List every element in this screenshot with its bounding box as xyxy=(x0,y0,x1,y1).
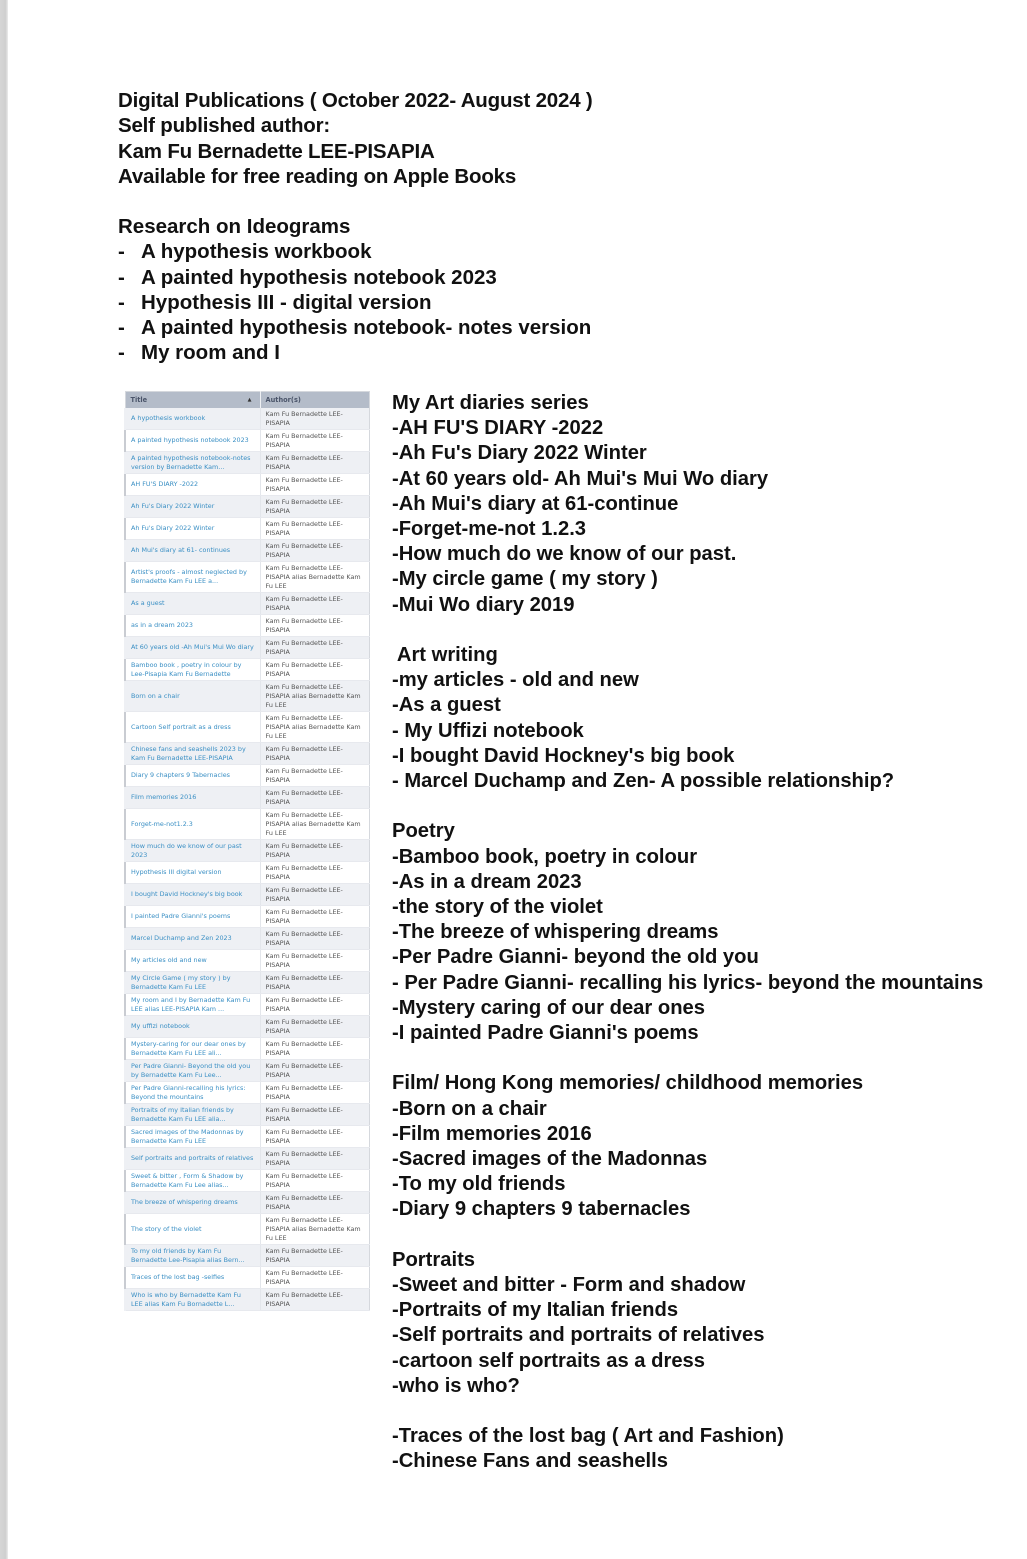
category-section xyxy=(392,391,983,618)
book-title-link[interactable]: Cartoon Self portrait as a dress xyxy=(125,712,260,743)
category-item: -Sacred images of the Madonnas xyxy=(392,1148,708,1171)
category-item: -who is who? xyxy=(392,1374,520,1397)
book-author: Kam Fu Bernadette LEE-PISAPIA xyxy=(260,743,370,765)
book-title-link[interactable]: I painted Padre Gianni's poems xyxy=(125,906,260,928)
table-row xyxy=(125,862,370,884)
table-row xyxy=(125,765,370,787)
category-item: -How much do we know of our past. xyxy=(392,543,737,566)
table-row xyxy=(125,1126,370,1148)
book-title-link[interactable]: Artist's proofs - almost neglected by Bernadette Kam Fu LEE a... xyxy=(125,562,260,593)
book-title-link[interactable]: Traces of the lost bag -selfies xyxy=(125,1267,260,1289)
table-row xyxy=(125,430,370,452)
table-row xyxy=(125,950,370,972)
book-title-link[interactable]: Mystery-caring for our dear ones by Bernadette Kam Fu LEE ali... xyxy=(125,1038,260,1060)
bullet-dash: - xyxy=(118,240,125,264)
book-title-link[interactable]: A painted hypothesis notebook-notes version by Bernadette Kam... xyxy=(125,452,260,474)
book-author: Kam Fu Bernadette LEE-PISAPIA alias Bernadette Kam Fu LEE xyxy=(260,681,370,712)
table-row xyxy=(125,712,370,743)
table-row xyxy=(125,1289,370,1311)
table-row xyxy=(125,743,370,765)
category-item: -The breeze of whispering dreams xyxy=(392,921,719,944)
sort-ascending-icon[interactable]: ▲ xyxy=(247,397,252,403)
book-title-link[interactable]: Who is who by Bernadette Kam Fu LEE alias Kam Fu Bornadette L... xyxy=(125,1289,260,1311)
book-author: Kam Fu Bernadette LEE-PISAPIA alias Bernadette Kam Fu LEE xyxy=(260,809,370,840)
book-author: Kam Fu Bernadette LEE-PISAPIA xyxy=(260,1289,370,1311)
research-item xyxy=(118,340,591,365)
book-author: Kam Fu Bernadette LEE-PISAPIA xyxy=(260,1126,370,1148)
book-title-link[interactable]: Marcel Duchamp and Zen 2023 xyxy=(125,928,260,950)
book-author: Kam Fu Bernadette LEE-PISAPIA xyxy=(260,972,370,994)
book-author: Kam Fu Bernadette LEE-PISAPIA xyxy=(260,540,370,562)
category-heading: Film/ Hong Kong memories/ childhood memories xyxy=(392,1072,864,1095)
book-title-link[interactable]: Sweet & bitter , Form & Shadow by Bernadette Kam Fu Lee alias... xyxy=(125,1170,260,1192)
book-author: Kam Fu Bernadette LEE-PISAPIA xyxy=(260,430,370,452)
book-title-link[interactable]: Portraits of my Italian friends by Bernadette Kam Fu LEE alia... xyxy=(125,1104,260,1126)
table-row xyxy=(125,928,370,950)
table-row xyxy=(125,1267,370,1289)
category-item: -my articles - old and new xyxy=(392,669,639,692)
category-item: -Chinese Fans and seashells xyxy=(392,1450,669,1473)
category-item: -cartoon self portraits as a dress xyxy=(392,1349,706,1372)
table-row xyxy=(125,1038,370,1060)
book-author: Kam Fu Bernadette LEE-PISAPIA xyxy=(260,884,370,906)
table-row xyxy=(125,496,370,518)
category-item: -Self portraits and portraits of relatives xyxy=(392,1324,765,1347)
bullet-dash: - xyxy=(118,341,125,365)
category-item: -Portraits of my Italian friends xyxy=(392,1299,679,1322)
table-row xyxy=(125,1104,370,1126)
category-item: - My Uffizi notebook xyxy=(392,719,584,742)
category-heading: Poetry xyxy=(392,820,455,843)
category-item: -AH FU'S DIARY -2022 xyxy=(392,417,604,440)
book-author: Kam Fu Bernadette LEE-PISAPIA xyxy=(260,840,370,862)
book-author: Kam Fu Bernadette LEE-PISAPIA xyxy=(260,615,370,637)
book-title-link[interactable]: Per Padre Gianni-recalling his lyrics: Beyond the mountains xyxy=(125,1082,260,1104)
bullet-dash: - xyxy=(118,316,125,340)
category-item: -Ah Fu's Diary 2022 Winter xyxy=(392,442,647,465)
table-row xyxy=(125,809,370,840)
category-item: -Born on a chair xyxy=(392,1097,547,1120)
research-list xyxy=(118,239,591,365)
book-author: Kam Fu Bernadette LEE-PISAPIA xyxy=(260,862,370,884)
book-title-link[interactable]: How much do we know of our past 2023 xyxy=(125,840,260,862)
column-header-title-label: Title xyxy=(130,395,148,404)
book-title-link[interactable]: Film memories 2016 xyxy=(125,787,260,809)
book-title-link[interactable]: as in a dream 2023 xyxy=(125,615,260,637)
research-section xyxy=(118,214,591,366)
category-heading: Portraits xyxy=(392,1248,476,1271)
category-item: -Bamboo book, poetry in colour xyxy=(392,845,698,868)
table-row xyxy=(125,1192,370,1214)
table-row xyxy=(125,474,370,496)
author-label: Self published author: xyxy=(118,114,330,138)
book-title-link[interactable]: Self portraits and portraits of relatives xyxy=(125,1148,260,1170)
category-item: -Diary 9 chapters 9 tabernacles xyxy=(392,1198,691,1221)
category-heading: Art writing xyxy=(392,644,498,667)
research-item-label: A hypothesis workbook xyxy=(141,240,372,264)
table-row xyxy=(125,994,370,1016)
category-item: -I painted Padre Gianni's poems xyxy=(392,1022,699,1045)
table-row xyxy=(125,787,370,809)
book-title-link[interactable]: As a guest xyxy=(125,593,260,615)
book-title-link[interactable]: Per Padre Gianni- Beyond the old you by Bernadette Kam Fu Lee... xyxy=(125,1060,260,1082)
category-item: -Ah Mui's diary at 61-continue xyxy=(392,492,679,515)
book-title-link[interactable]: The story of the violet xyxy=(125,1214,260,1245)
column-header-authors[interactable] xyxy=(260,392,370,409)
book-title-link[interactable]: My uffizi notebook xyxy=(125,1016,260,1038)
research-item-label: A painted hypothesis notebook- notes version xyxy=(141,316,592,340)
book-title-link[interactable]: Hypothesis III digital version xyxy=(125,862,260,884)
page-edge-shadow xyxy=(0,0,8,1559)
table-row xyxy=(125,1016,370,1038)
book-title-link[interactable]: A hypothesis workbook xyxy=(125,408,260,430)
category-item: -I bought David Hockney's big book xyxy=(392,744,735,767)
table-row xyxy=(125,972,370,994)
table-row xyxy=(125,659,370,681)
book-author: Kam Fu Bernadette LEE-PISAPIA xyxy=(260,994,370,1016)
table-row xyxy=(125,884,370,906)
table-body xyxy=(125,408,370,1311)
book-author: Kam Fu Bernadette LEE-PISAPIA xyxy=(260,408,370,430)
research-item-label: Hypothesis III - digital version xyxy=(141,290,432,314)
book-author: Kam Fu Bernadette LEE-PISAPIA xyxy=(260,593,370,615)
book-author: Kam Fu Bernadette LEE-PISAPIA xyxy=(260,1038,370,1060)
book-title-link[interactable]: Ah Fu's Diary 2022 Winter xyxy=(125,496,260,518)
book-author: Kam Fu Bernadette LEE-PISAPIA xyxy=(260,906,370,928)
book-author: Kam Fu Bernadette LEE-PISAPIA xyxy=(260,1192,370,1214)
book-title-link[interactable]: Born on a chair xyxy=(125,681,260,712)
book-author: Kam Fu Bernadette LEE-PISAPIA alias Bernadette Kam Fu LEE xyxy=(260,1214,370,1245)
book-title-link[interactable]: Diary 9 chapters 9 Tabernacles xyxy=(125,765,260,787)
book-author: Kam Fu Bernadette LEE-PISAPIA xyxy=(260,518,370,540)
book-author: Kam Fu Bernadette LEE-PISAPIA xyxy=(260,637,370,659)
book-title-link[interactable]: My articles old and new xyxy=(125,950,260,972)
book-title-link[interactable]: My room and I by Bernadette Kam Fu LEE alias LEE-PISAPIA Kam ... xyxy=(125,994,260,1016)
book-title-link[interactable]: The breeze of whispering dreams xyxy=(125,1192,260,1214)
table-row xyxy=(125,615,370,637)
column-header-title[interactable] xyxy=(125,392,260,409)
category-item: - Marcel Duchamp and Zen- A possible relationship? xyxy=(392,770,895,793)
category-section xyxy=(392,643,983,794)
research-item xyxy=(118,239,591,264)
book-author: Kam Fu Bernadette LEE-PISAPIA alias Bernadette Kam Fu LEE xyxy=(260,562,370,593)
category-item: -Forget-me-not 1.2.3 xyxy=(392,518,587,541)
book-title-link[interactable]: At 60 years old -Ah Mui's Mui Wo diary xyxy=(125,637,260,659)
book-title-link[interactable]: I bought David Hockney's big book xyxy=(125,884,260,906)
book-author: Kam Fu Bernadette LEE-PISAPIA alias Bernadette Kam Fu LEE xyxy=(260,712,370,743)
book-author: Kam Fu Bernadette LEE-PISAPIA xyxy=(260,1170,370,1192)
book-author: Kam Fu Bernadette LEE-PISAPIA xyxy=(260,1245,370,1267)
book-author: Kam Fu Bernadette LEE-PISAPIA xyxy=(260,496,370,518)
availability-note: Available for free reading on Apple Books xyxy=(118,164,517,188)
research-item-label: A painted hypothesis notebook 2023 xyxy=(141,265,497,289)
book-title-link[interactable]: Forget-me-not1.2.3 xyxy=(125,809,260,840)
research-item xyxy=(118,315,591,340)
book-author: Kam Fu Bernadette LEE-PISAPIA xyxy=(260,1060,370,1082)
document-header xyxy=(118,88,593,189)
research-item xyxy=(118,290,591,315)
book-title-link[interactable]: AH FU'S DIARY -2022 xyxy=(125,474,260,496)
book-author: Kam Fu Bernadette LEE-PISAPIA xyxy=(260,1267,370,1289)
table-row xyxy=(125,1170,370,1192)
publications-table xyxy=(124,391,370,1311)
table-row xyxy=(125,681,370,712)
table-row xyxy=(125,840,370,862)
category-item: -the story of the violet xyxy=(392,896,603,919)
category-heading: My Art diaries series xyxy=(392,392,589,414)
category-item: -At 60 years old- Ah Mui's Mui Wo diary xyxy=(392,467,769,490)
table-row xyxy=(125,1214,370,1245)
book-author: Kam Fu Bernadette LEE-PISAPIA xyxy=(260,474,370,496)
category-item: -Sweet and bitter - Form and shadow xyxy=(392,1274,746,1297)
category-section xyxy=(392,819,983,1046)
table-row xyxy=(125,518,370,540)
document-title: Digital Publications ( October 2022- August 2024 ) xyxy=(118,89,593,112)
book-author: Kam Fu Bernadette LEE-PISAPIA xyxy=(260,1104,370,1126)
category-section xyxy=(392,1071,983,1222)
bullet-dash: - xyxy=(118,265,125,289)
category-item: -Mystery caring of our dear ones xyxy=(392,996,705,1019)
table-row xyxy=(125,593,370,615)
book-author: Kam Fu Bernadette LEE-PISAPIA xyxy=(260,1148,370,1170)
table-row xyxy=(125,540,370,562)
category-item: -Traces of the lost bag ( Art and Fashion) xyxy=(392,1425,784,1448)
table-header-row xyxy=(125,392,370,409)
table-row xyxy=(125,408,370,430)
book-title-link[interactable]: Ah Fu's Diary 2022 Winter xyxy=(125,518,260,540)
table-row xyxy=(125,1060,370,1082)
category-item: -Film memories 2016 xyxy=(392,1122,592,1145)
book-author: Kam Fu Bernadette LEE-PISAPIA xyxy=(260,452,370,474)
book-author: Kam Fu Bernadette LEE-PISAPIA xyxy=(260,765,370,787)
table-row xyxy=(125,906,370,928)
book-author: Kam Fu Bernadette LEE-PISAPIA xyxy=(260,928,370,950)
category-item: -Mui Wo diary 2019 xyxy=(392,593,575,616)
book-title-link[interactable]: To my old friends by Kam Fu Bernadette Lee-Pisapia alias Bern... xyxy=(125,1245,260,1267)
category-section xyxy=(392,1248,983,1399)
category-section xyxy=(392,1424,983,1474)
category-item: -Per Padre Gianni- beyond the old you xyxy=(392,946,759,969)
category-item: -As a guest xyxy=(392,694,501,717)
book-author: Kam Fu Bernadette LEE-PISAPIA xyxy=(260,950,370,972)
table-row xyxy=(125,452,370,474)
book-title-link[interactable]: A painted hypothesis notebook 2023 xyxy=(125,430,260,452)
table-row xyxy=(125,1245,370,1267)
book-author: Kam Fu Bernadette LEE-PISAPIA xyxy=(260,659,370,681)
book-title-link[interactable]: Bamboo book , poetry in colour by Lee-Pisapia Kam Fu Bernadette xyxy=(125,659,260,681)
research-item-label: My room and I xyxy=(141,341,280,365)
table-row xyxy=(125,562,370,593)
book-title-link[interactable]: Sacred images of the Madonnas by Bernadette Kam Fu LEE xyxy=(125,1126,260,1148)
book-title-link[interactable]: Ah Mui's diary at 61- continues xyxy=(125,540,260,562)
column-header-authors-label: Author(s) xyxy=(265,395,301,404)
book-author: Kam Fu Bernadette LEE-PISAPIA xyxy=(260,787,370,809)
category-item: -To my old friends xyxy=(392,1173,566,1196)
category-item: -My circle game ( my story ) xyxy=(392,568,658,591)
bullet-dash: - xyxy=(118,290,125,314)
research-item xyxy=(118,265,591,290)
book-title-link[interactable]: Chinese fans and seashells 2023 by Kam Fu Bernadette LEE-PISAPIA xyxy=(125,743,260,765)
research-heading: Research on Ideograms xyxy=(118,215,351,238)
categories-column xyxy=(392,391,983,1500)
author-name: Kam Fu Bernadette LEE-PISAPIA xyxy=(118,139,435,163)
book-author: Kam Fu Bernadette LEE-PISAPIA xyxy=(260,1016,370,1038)
book-title-link[interactable]: My Circle Game ( my story ) by Bernadette Kam Fu LEE xyxy=(125,972,260,994)
category-item: - Per Padre Gianni- recalling his lyrics- beyond the mountains xyxy=(392,971,984,994)
book-author: Kam Fu Bernadette LEE-PISAPIA xyxy=(260,1082,370,1104)
table-row xyxy=(125,637,370,659)
category-item: -As in a dream 2023 xyxy=(392,870,582,893)
table-row xyxy=(125,1082,370,1104)
table-row xyxy=(125,1148,370,1170)
